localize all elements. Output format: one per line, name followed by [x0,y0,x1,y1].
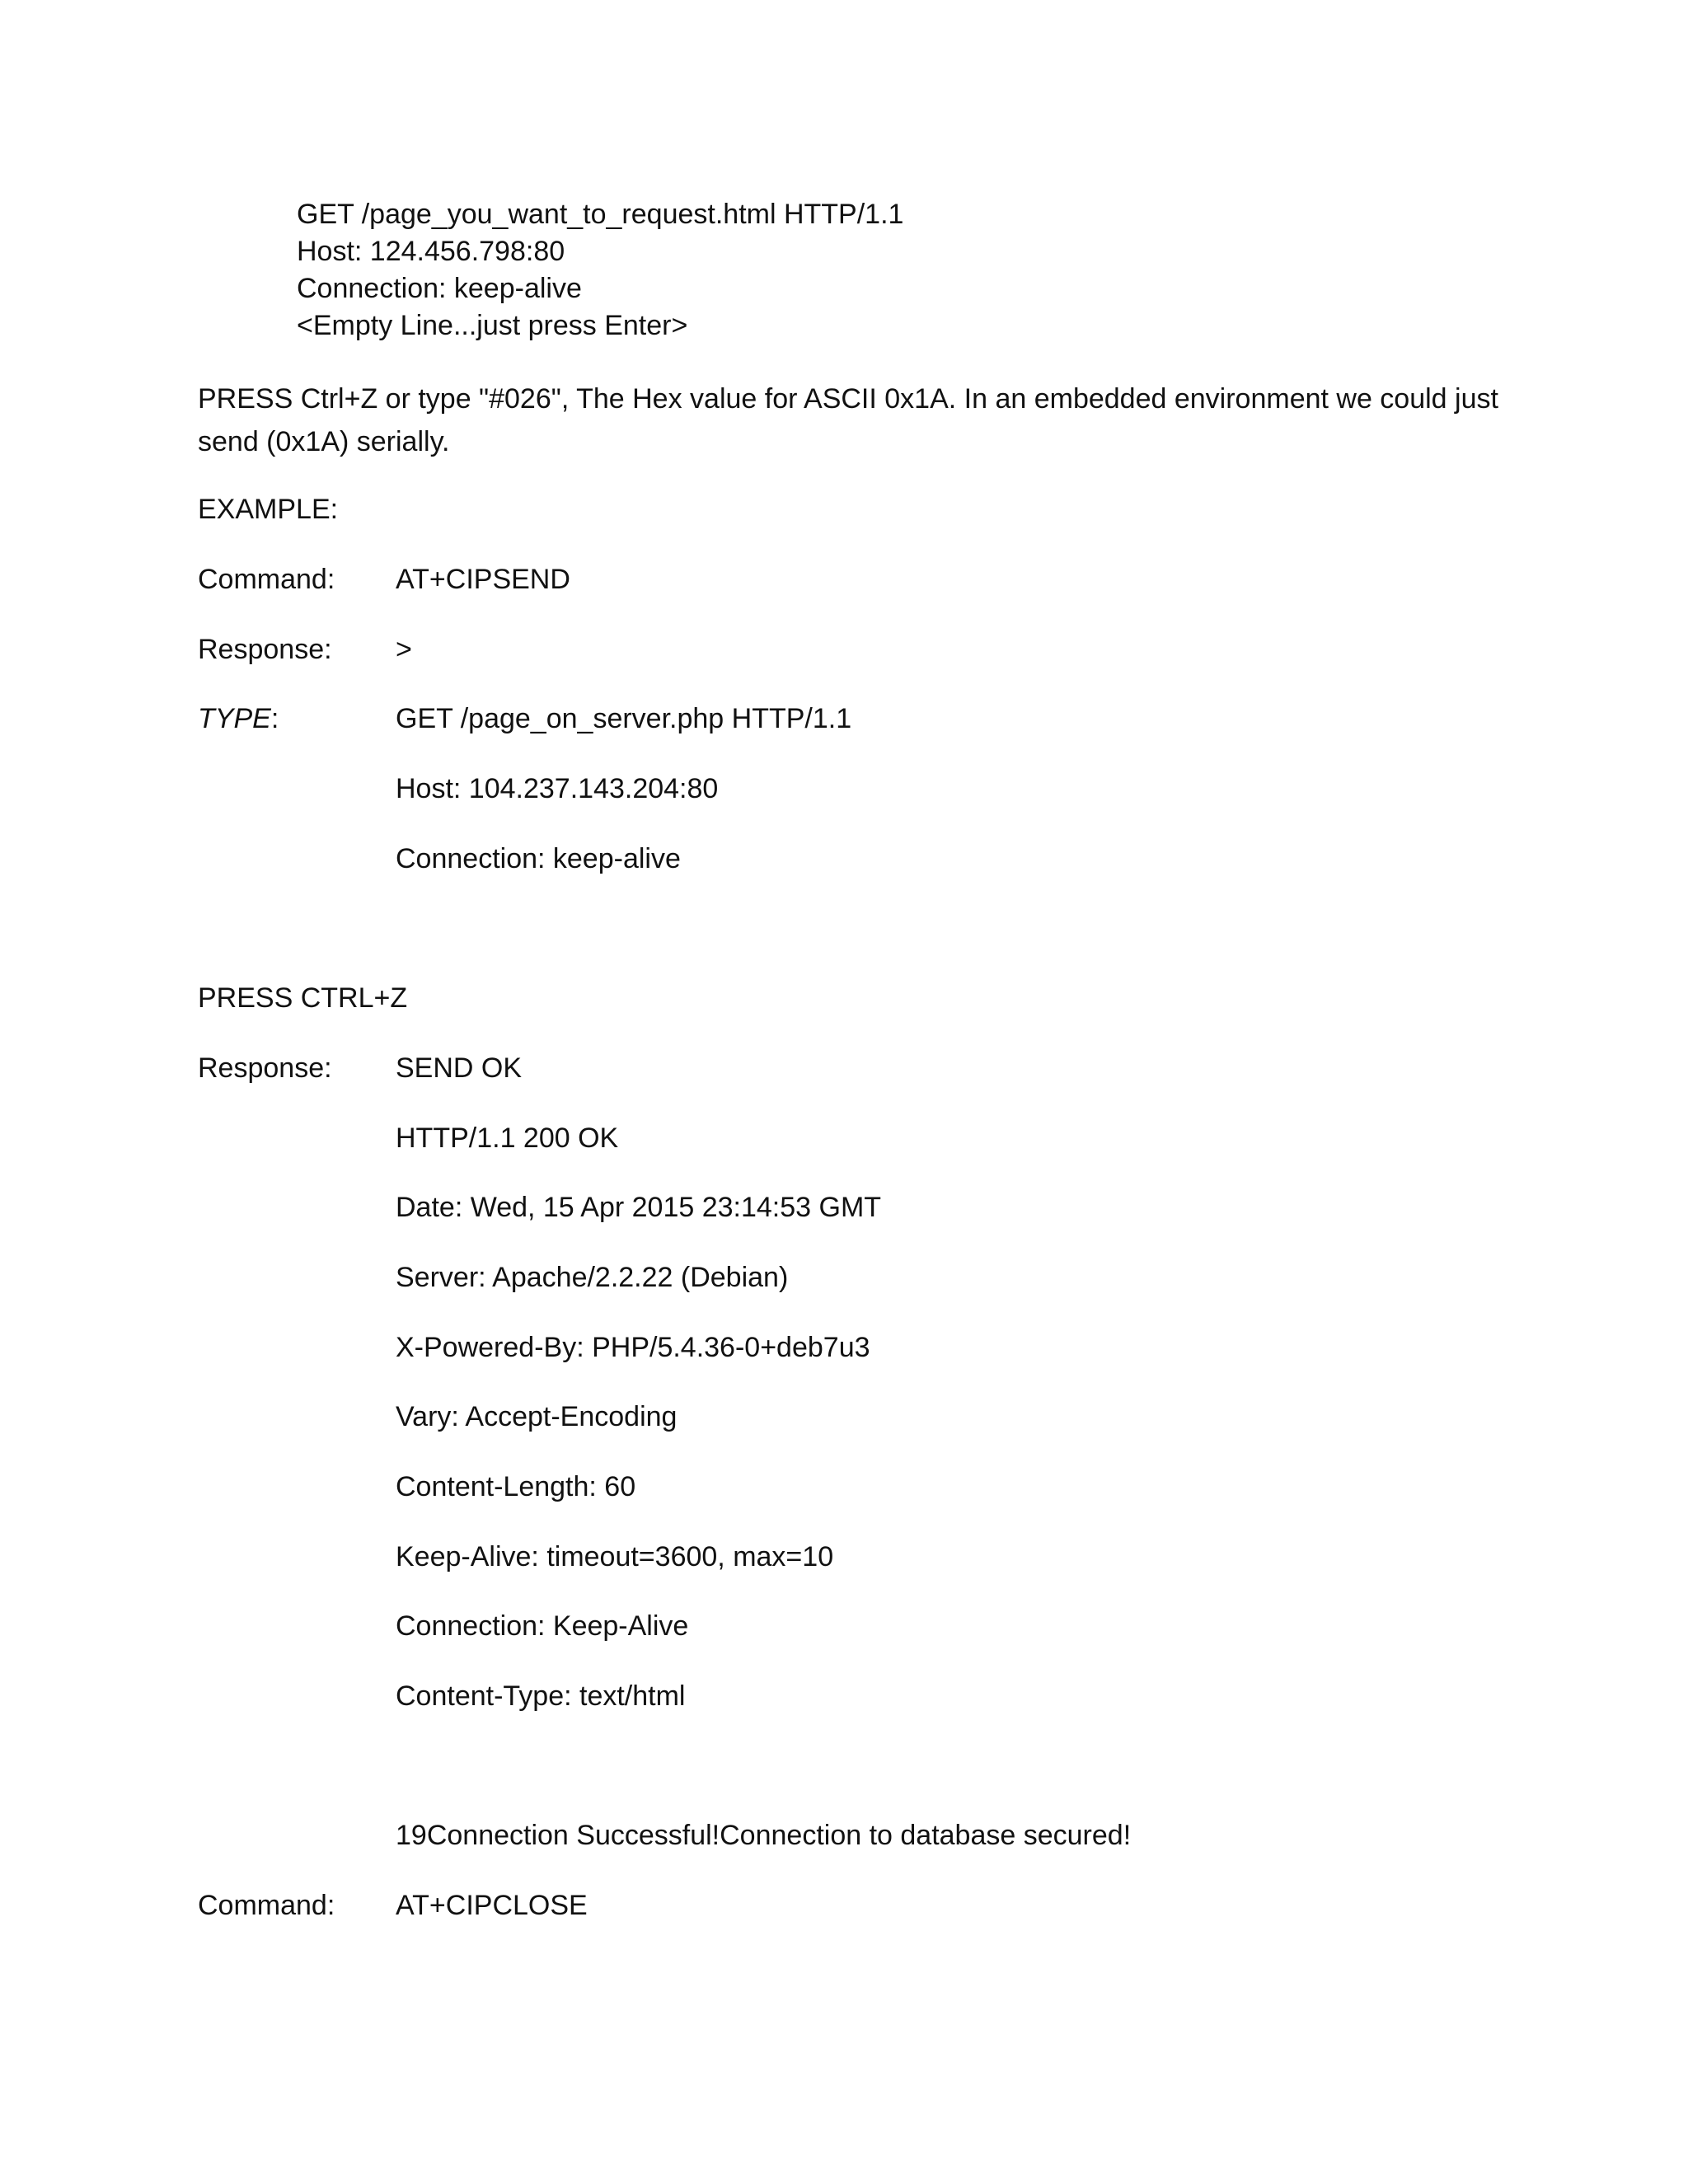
response-line-content-length: Content-Length: 60 [396,1471,636,1502]
response-line-date: Date: Wed, 15 Apr 2015 23:14:53 GMT [396,1192,882,1223]
response-line-connection: Connection: Keep-Alive [396,1610,689,1642]
type-line-host: Host: 104.237.143.204:80 [396,773,719,804]
response-line-vary: Vary: Accept-Encoding [396,1401,678,1432]
press-ctrl-z: PRESS CTRL+Z [198,982,408,1014]
response-line-server: Server: Apache/2.2.22 (Debian) [396,1262,789,1293]
command-close-value: AT+CIPCLOSE [396,1890,588,1921]
response-line-powered-by: X-Powered-By: PHP/5.4.36-0+deb7u3 [396,1332,870,1363]
type-line-connection: Connection: keep-alive [396,843,681,874]
command-label-2: Command: [198,1890,335,1921]
type-line-get: GET /page_on_server.php HTTP/1.1 [396,703,852,734]
response-line-status: HTTP/1.1 200 OK [396,1122,619,1154]
request-empty-line-note: <Empty Line...just press Enter> [297,310,688,341]
instruction-paragraph: PRESS Ctrl+Z or type "#026", The Hex value for ASCII 0x1A. In an embedded environment we could just send (0x1A) serially. [198,383,1498,457]
response-line-send-ok: SEND OK [396,1052,523,1084]
response-line-content-type: Content-Type: text/html [396,1680,686,1712]
request-line: GET /page_you_want_to_request.html HTTP/1.1 [297,199,904,230]
type-label-word: TYPE [198,703,271,734]
response-prompt-value: > [396,634,412,665]
request-host: Host: 124.456.798:80 [297,236,565,267]
response-label: Response: [198,634,332,665]
example-heading: EXAMPLE: [198,494,339,525]
response-label-2: Response: [198,1052,332,1084]
command-label: Command: [198,564,335,595]
response-line-keep-alive: Keep-Alive: timeout=3600, max=10 [396,1541,834,1572]
type-label [198,701,279,737]
request-connection: Connection: keep-alive [297,273,582,304]
type-label-colon: : [270,703,279,734]
command-send-value: AT+CIPSEND [396,564,570,595]
response-body-line: 19Connection Successful!Connection to database secured! [396,1820,1132,1851]
